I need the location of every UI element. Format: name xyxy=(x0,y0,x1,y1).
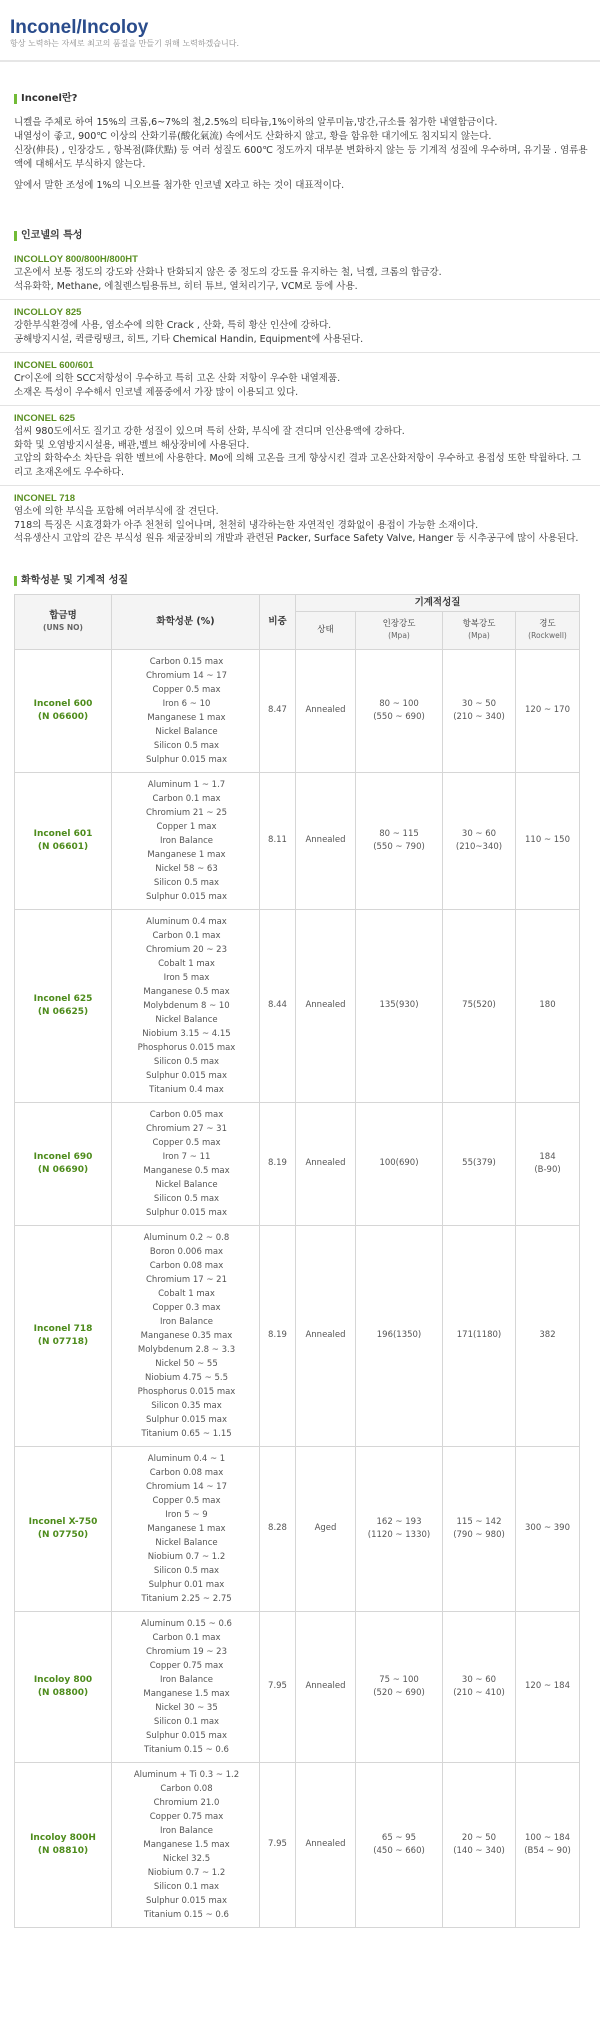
composition-line: Carbon 0.15 max xyxy=(149,656,224,667)
composition-cell xyxy=(112,772,260,909)
hardness-cell xyxy=(516,649,580,772)
density-cell xyxy=(260,1446,296,1611)
yield-cell-secondary: (790 ~ 980) xyxy=(453,1529,505,1540)
density-cell xyxy=(260,909,296,1102)
header-yield-label: 항복강도 xyxy=(462,619,496,630)
condition-cell xyxy=(296,1102,356,1225)
header-density: 비중 xyxy=(260,594,296,649)
yield-cell xyxy=(443,772,516,909)
composition-line: Sulphur 0.015 max xyxy=(145,1207,228,1218)
tensile-cell xyxy=(356,772,443,909)
composition-line: Chromium 19 ~ 23 xyxy=(146,1646,227,1657)
composition-line: Copper 0.75 max xyxy=(149,1660,224,1671)
density-cell-value: 8.47 xyxy=(268,705,287,715)
composition-line: Manganese 0.35 max xyxy=(140,1330,233,1341)
composition-line: Titanium 0.65 ~ 1.15 xyxy=(141,1428,232,1439)
alloy-name: Incoloy 800H xyxy=(30,1832,96,1843)
composition-line: Manganese 1 max xyxy=(147,712,226,723)
composition-line: Aluminum 0.4 ~ 1 xyxy=(147,1453,226,1464)
composition-line: Niobium 0.7 ~ 1.2 xyxy=(147,1867,226,1878)
composition-cell xyxy=(112,909,260,1102)
yield-cell-value: 75(520) xyxy=(462,1000,496,1010)
alloy-name-cell xyxy=(15,1762,112,1927)
density-cell-value: 8.11 xyxy=(268,835,287,845)
composition-line: Carbon 0.1 max xyxy=(152,793,221,804)
tensile-cell xyxy=(356,909,443,1102)
composition-line: Phosphorus 0.015 max xyxy=(137,1042,236,1053)
density-cell xyxy=(260,772,296,909)
composition-line: Titanium 0.15 ~ 0.6 xyxy=(144,1744,229,1755)
hardness-cell xyxy=(516,772,580,909)
composition-line: Sulphur 0.015 max xyxy=(145,1070,228,1081)
yield-cell xyxy=(443,649,516,772)
tensile-cell xyxy=(356,649,443,772)
tensile-cell-value: 80 ~ 115 xyxy=(379,828,419,839)
composition-line: Iron 7 ~ 11 xyxy=(162,1151,211,1162)
header-composition: 화학성분 (%) xyxy=(112,594,260,649)
density-cell xyxy=(260,1611,296,1762)
feature-item xyxy=(0,486,600,552)
table-row xyxy=(15,772,580,909)
yield-cell-secondary: (210 ~ 410) xyxy=(453,1687,505,1698)
alloy-name-cell xyxy=(15,1225,112,1446)
composition-line: Manganese 1 max xyxy=(147,1523,226,1534)
density-cell xyxy=(260,649,296,772)
alloy-uns: (N 07718) xyxy=(37,1336,89,1347)
composition-line: Chromium 20 ~ 23 xyxy=(146,944,227,955)
alloy-name: Inconel 625 xyxy=(33,993,93,1004)
composition-line: Nickel 32.5 xyxy=(162,1853,211,1864)
feature-item xyxy=(0,353,600,406)
condition-cell-value: Aged xyxy=(314,1523,337,1533)
hardness-cell xyxy=(516,1611,580,1762)
composition-line: Iron 5 ~ 9 xyxy=(165,1509,208,1520)
alloy-uns: (N 06690) xyxy=(37,1164,89,1175)
hardness-cell-value: 100 ~ 184 xyxy=(525,1832,570,1843)
composition-line: Niobium 3.15 ~ 4.15 xyxy=(142,1028,231,1039)
composition-line: Copper 0.5 max xyxy=(152,1137,221,1148)
spec-table-body xyxy=(15,649,580,1927)
composition-line: Molybdenum 8 ~ 10 xyxy=(143,1000,230,1011)
composition-cell xyxy=(112,1762,260,1927)
composition-line: Cobalt 1 max xyxy=(158,958,215,969)
yield-cell xyxy=(443,1225,516,1446)
tensile-cell-value: 65 ~ 95 xyxy=(381,1832,417,1843)
composition-line: Boron 0.006 max xyxy=(149,1246,224,1257)
alloy-uns: (N 06601) xyxy=(37,841,89,852)
composition-cell xyxy=(112,1225,260,1446)
table-row xyxy=(15,1762,580,1927)
header-mechanical: 기계적성질 xyxy=(296,594,580,611)
composition-line: Copper 0.3 max xyxy=(152,1302,221,1313)
spec-table-heading: 화학성분 및 기계적 성질 xyxy=(0,574,600,588)
table-row xyxy=(15,649,580,772)
tensile-cell-value: 162 ~ 193 xyxy=(376,1516,422,1527)
header-hardness xyxy=(516,611,580,649)
condition-cell-value: Annealed xyxy=(305,1000,346,1010)
page-title: Inconel/Incoloy xyxy=(10,17,149,38)
condition-cell xyxy=(296,909,356,1102)
yield-cell-value: 30 ~ 60 xyxy=(461,828,497,839)
tensile-cell xyxy=(356,1102,443,1225)
feature-line: 석유화학, Methane, 에칠렌스팀용튜브, 히터 튜브, 열처리기구, VCM로 등에 사용. xyxy=(14,280,358,292)
composition-line: Chromium 14 ~ 17 xyxy=(146,670,227,681)
spec-table xyxy=(14,594,580,1928)
composition-line: Nickel Balance xyxy=(155,726,218,737)
density-cell xyxy=(260,1102,296,1225)
composition-line: Chromium 17 ~ 21 xyxy=(146,1274,227,1285)
table-row xyxy=(15,1611,580,1762)
header-condition: 상태 xyxy=(296,611,356,649)
hardness-cell xyxy=(516,1762,580,1927)
composition-line: Carbon 0.08 max xyxy=(149,1467,224,1478)
intro-heading: Inconel란? xyxy=(0,92,600,106)
composition-line: Nickel Balance xyxy=(155,1537,218,1548)
tensile-cell-secondary: (1120 ~ 1330) xyxy=(367,1529,431,1540)
table-row xyxy=(15,909,580,1102)
composition-line: Iron Balance xyxy=(159,835,213,846)
intro-paragraph: 앞에서 말한 조성에 1%의 니오브를 첨가한 인코넬 X라고 하는 것이 대표적이다. xyxy=(14,180,345,191)
yield-cell xyxy=(443,1611,516,1762)
header-grade-label: 합금명 xyxy=(49,610,77,622)
intro-section xyxy=(0,92,600,193)
hardness-cell xyxy=(516,1102,580,1225)
condition-cell xyxy=(296,772,356,909)
condition-cell-value: Annealed xyxy=(305,1158,346,1168)
composition-line: Manganese 0.5 max xyxy=(143,986,230,997)
header-grade xyxy=(15,594,112,649)
composition-line: Nickel 30 ~ 35 xyxy=(155,1702,218,1713)
yield-cell xyxy=(443,1762,516,1927)
tensile-cell-secondary: (520 ~ 690) xyxy=(373,1687,425,1698)
composition-line: Nickel Balance xyxy=(155,1179,218,1190)
alloy-uns: (N 08800) xyxy=(37,1687,89,1698)
composition-line: Manganese 1.5 max xyxy=(143,1688,230,1699)
feature-title: INCONEL 600/601 xyxy=(14,360,94,371)
hardness-cell-value: 120 ~ 184 xyxy=(525,1681,570,1691)
header-divider xyxy=(0,60,600,62)
composition-line: Sulphur 0.015 max xyxy=(145,754,228,765)
alloy-name: Inconel 690 xyxy=(33,1151,93,1162)
density-cell-value: 8.19 xyxy=(268,1158,287,1168)
alloy-name: Inconel 601 xyxy=(33,828,93,839)
composition-line: Nickel 58 ~ 63 xyxy=(155,863,218,874)
hardness-cell-value: 120 ~ 170 xyxy=(525,705,570,715)
feature-title: INCOLLOY 825 xyxy=(14,307,82,318)
density-cell-value: 8.44 xyxy=(268,1000,287,1010)
composition-line: Titanium 0.4 max xyxy=(149,1084,224,1095)
feature-line: Cr이온에 의한 SCC저항성이 우수하고 특히 고온 산화 저항이 우수한 내열제품. xyxy=(14,373,341,384)
yield-cell-value: 171(1180) xyxy=(456,1330,502,1340)
composition-line: Niobium 4.75 ~ 5.5 xyxy=(144,1372,229,1383)
hardness-cell-secondary: (B-90) xyxy=(534,1164,561,1175)
feature-line: 고온에서 보통 정도의 강도와 산화나 탄화되지 않은 중 정도의 강도를 유지하는 철, 닉켈, 크롬의 합금강. xyxy=(14,267,442,278)
feature-line: 화학 및 오염방지시설용, 배관,벨브 해상장비에 사용된다. xyxy=(14,439,250,451)
page-header xyxy=(0,0,600,62)
hardness-cell xyxy=(516,909,580,1102)
alloy-name-cell xyxy=(15,772,112,909)
tensile-cell-secondary: (550 ~ 790) xyxy=(373,841,425,852)
composition-line: Silicon 0.5 max xyxy=(153,1565,220,1576)
header-yield xyxy=(443,611,516,649)
composition-line: Nickel 50 ~ 55 xyxy=(155,1358,218,1369)
composition-line: Silicon 0.1 max xyxy=(153,1716,220,1727)
hardness-cell-secondary: (B54 ~ 90) xyxy=(524,1845,571,1856)
density-cell-value: 8.19 xyxy=(268,1330,287,1340)
feature-line: 염소에 의한 부식을 포함해 여러부식에 잘 견딘다. xyxy=(14,506,219,517)
composition-line: Iron Balance xyxy=(159,1316,213,1327)
table-row xyxy=(15,1446,580,1611)
yield-cell-value: 20 ~ 50 xyxy=(461,1832,497,1843)
alloy-name: Inconel 600 xyxy=(33,698,93,709)
composition-line: Cobalt 1 max xyxy=(158,1288,215,1299)
feature-line: 718의 특징은 시효경화가 아주 천천히 일어나며, 천천히 냉각하는한 자연적인 경화없이 용접이 가능한 소재이다. xyxy=(14,519,479,531)
composition-line: Silicon 0.35 max xyxy=(151,1400,222,1411)
alloy-name: Inconel X-750 xyxy=(28,1516,98,1527)
feature-item xyxy=(0,247,600,300)
condition-cell-value: Annealed xyxy=(305,705,346,715)
table-row xyxy=(15,1225,580,1446)
hardness-cell-value: 184 xyxy=(539,1151,556,1162)
composition-line: Iron Balance xyxy=(159,1825,213,1836)
density-cell-value: 8.28 xyxy=(268,1523,287,1533)
composition-line: Nickel Balance xyxy=(155,1014,218,1025)
composition-line: Sulphur 0.01 max xyxy=(148,1579,225,1590)
intro-paragraph: 니켈을 주체로 하여 15%의 크롬,6~7%의 철,2.5%의 티타늄,1%이하의 알루미늄,망간,규소를 첨가한 내열합금이다. xyxy=(14,117,498,128)
composition-line: Sulphur 0.015 max xyxy=(145,1730,228,1741)
composition-line: Carbon 0.1 max xyxy=(152,930,221,941)
composition-cell xyxy=(112,649,260,772)
feature-line: 소재온 특성이 우수해서 인코넬 제품중에서 가장 많이 이용되고 있다. xyxy=(14,386,299,398)
condition-cell-value: Annealed xyxy=(305,1330,346,1340)
density-cell-value: 7.95 xyxy=(268,1681,287,1691)
alloy-name: Inconel 718 xyxy=(33,1323,93,1334)
composition-line: Carbon 0.05 max xyxy=(149,1109,224,1120)
composition-line: Silicon 0.5 max xyxy=(153,740,220,751)
header-tensile-unit: (Mpa) xyxy=(388,630,410,640)
intro-paragraph xyxy=(14,172,588,179)
tensile-cell-value: 75 ~ 100 xyxy=(379,1674,419,1685)
composition-line: Sulphur 0.015 max xyxy=(145,1414,228,1425)
yield-cell-value: 30 ~ 50 xyxy=(461,698,497,709)
condition-cell xyxy=(296,1762,356,1927)
feature-line: 공해방지시설, 퀵클링탱크, 히트, 기타 Chemical Handin, Equipment에 사용된다. xyxy=(14,333,364,345)
intro-paragraph: 신장(伸長) , 인장강도 , 항복점(降伏點) 등 여러 성질도 600℃ 정도까지 대부분 변화하지 않는 등 기계적 성질에 우수하며, 유기물 . 염류용액에 대해서도 부식하지 않는다. xyxy=(14,145,588,170)
features-section xyxy=(0,229,600,552)
feature-item xyxy=(0,300,600,353)
tensile-cell xyxy=(356,1446,443,1611)
alloy-name-cell xyxy=(15,1611,112,1762)
tensile-cell-secondary: (550 ~ 690) xyxy=(373,711,425,722)
hardness-cell-value: 180 xyxy=(539,1000,556,1010)
alloy-uns: (N 07750) xyxy=(37,1529,89,1540)
tensile-cell-value: 80 ~ 100 xyxy=(379,698,419,709)
composition-line: Copper 1 max xyxy=(156,821,217,832)
alloy-uns: (N 06625) xyxy=(37,1006,89,1017)
hardness-cell xyxy=(516,1446,580,1611)
header-yield-unit: (Mpa) xyxy=(468,630,490,640)
composition-line: Iron Balance xyxy=(159,1674,213,1685)
alloy-uns: (N 08810) xyxy=(37,1845,89,1856)
feature-line: 석유생산시 고압의 같은 부식성 원유 채굴장비의 개발과 관련된 Packer, Surface Safety Valve, Hanger 등 시추공구에 많이 사용된다. xyxy=(14,533,579,544)
header-tensile-label: 인장강도 xyxy=(382,619,416,630)
alloy-uns: (N 06600) xyxy=(37,711,89,722)
alloy-name-cell xyxy=(15,1102,112,1225)
table-row xyxy=(15,1102,580,1225)
composition-line: Chromium 27 ~ 31 xyxy=(146,1123,227,1134)
composition-cell xyxy=(112,1446,260,1611)
composition-line: Silicon 0.5 max xyxy=(153,1193,220,1204)
feature-line: 고압의 화학수소 차단을 위한 벨브에 사용한다. Mo에 의해 고온을 크게 향상시킨 결과 고온산화저항이 우수하고 용접성 또한 탁월하다. 그리고 초재온에도 우수하다. xyxy=(14,453,581,478)
composition-line: Aluminum 0.2 ~ 0.8 xyxy=(143,1232,230,1243)
composition-line: Sulphur 0.015 max xyxy=(145,1895,228,1906)
composition-cell xyxy=(112,1611,260,1762)
features-list xyxy=(0,247,600,552)
header-hardness-unit: (Rockwell) xyxy=(528,630,567,640)
page-subtitle: 항상 노력하는 자세로 최고의 품질을 만들기 위해 노력하겠습니다. xyxy=(10,39,239,48)
composition-line: Silicon 0.1 max xyxy=(153,1881,220,1892)
tensile-cell xyxy=(356,1611,443,1762)
composition-line: Manganese 1 max xyxy=(147,849,226,860)
alloy-name-cell xyxy=(15,909,112,1102)
composition-line: Silicon 0.5 max xyxy=(153,877,220,888)
condition-cell-value: Annealed xyxy=(305,835,346,845)
intro-paragraph: 내열성이 좋고, 900℃ 이상의 산화기류(酸化氣流) 속에서도 산화하지 않고, 황을 함유한 대기에도 침지되지 않는다. xyxy=(14,131,492,142)
yield-cell xyxy=(443,1102,516,1225)
condition-cell-value: Annealed xyxy=(305,1681,346,1691)
composition-line: Aluminum + Ti 0.3 ~ 1.2 xyxy=(133,1769,240,1780)
tensile-cell-value: 135(930) xyxy=(379,1000,419,1010)
feature-item xyxy=(0,406,600,486)
condition-cell xyxy=(296,649,356,772)
condition-cell-value: Annealed xyxy=(305,1839,346,1849)
composition-line: Titanium 0.15 ~ 0.6 xyxy=(144,1909,229,1920)
composition-line: Chromium 21 ~ 25 xyxy=(146,807,227,818)
composition-line: Phosphorus 0.015 max xyxy=(137,1386,236,1397)
hardness-cell xyxy=(516,1225,580,1446)
header-tensile xyxy=(356,611,443,649)
condition-cell xyxy=(296,1225,356,1446)
composition-line: Aluminum 1 ~ 1.7 xyxy=(147,779,226,790)
composition-line: Molybdenum 2.8 ~ 3.3 xyxy=(137,1344,236,1355)
hardness-cell-value: 382 xyxy=(539,1330,556,1340)
tensile-cell xyxy=(356,1762,443,1927)
density-cell xyxy=(260,1225,296,1446)
hardness-cell-value: 300 ~ 390 xyxy=(525,1523,570,1533)
composition-line: Carbon 0.08 xyxy=(160,1783,213,1794)
yield-cell-secondary: (210~340) xyxy=(455,841,503,852)
composition-line: Chromium 14 ~ 17 xyxy=(146,1481,227,1492)
header-grade-sub: (UNS NO) xyxy=(43,622,83,632)
condition-cell xyxy=(296,1446,356,1611)
composition-line: Copper 0.5 max xyxy=(152,684,221,695)
yield-cell-value: 30 ~ 60 xyxy=(461,1674,497,1685)
composition-line: Iron 6 ~ 10 xyxy=(162,698,211,709)
feature-line: 강한부식환경에 사용, 염소수에 의한 Crack , 산화, 특히 황산 인산에 강하다. xyxy=(14,320,332,331)
tensile-cell xyxy=(356,1225,443,1446)
composition-line: Aluminum 0.4 max xyxy=(146,916,227,927)
yield-cell-secondary: (210 ~ 340) xyxy=(453,711,505,722)
feature-line: 섭씨 980도에서도 질기고 강한 성질이 있으며 특히 산화, 부식에 잘 견디며 인산용액에 강하다. xyxy=(14,426,405,437)
composition-line: Carbon 0.08 max xyxy=(149,1260,224,1271)
alloy-name: Incoloy 800 xyxy=(33,1674,93,1685)
density-cell xyxy=(260,1762,296,1927)
composition-cell xyxy=(112,1102,260,1225)
composition-line: Aluminum 0.15 ~ 0.6 xyxy=(141,1618,232,1629)
feature-title: INCONEL 625 xyxy=(14,413,76,424)
condition-cell xyxy=(296,1611,356,1762)
features-heading: 인코넬의 특성 xyxy=(0,229,600,243)
intro-body xyxy=(0,116,600,193)
yield-cell-value: 115 ~ 142 xyxy=(456,1516,502,1527)
yield-cell-value: 55(379) xyxy=(462,1158,496,1168)
composition-line: Titanium 2.25 ~ 2.75 xyxy=(141,1593,232,1604)
hardness-cell-value: 110 ~ 150 xyxy=(525,835,570,845)
composition-line: Manganese 1.5 max xyxy=(143,1839,230,1850)
composition-line: Carbon 0.1 max xyxy=(152,1632,221,1643)
table-header-row xyxy=(15,594,580,611)
yield-cell xyxy=(443,909,516,1102)
yield-cell xyxy=(443,1446,516,1611)
composition-line: Copper 0.5 max xyxy=(152,1495,221,1506)
yield-cell-secondary: (140 ~ 340) xyxy=(453,1845,505,1856)
composition-line: Iron 5 max xyxy=(163,972,210,983)
density-cell-value: 7.95 xyxy=(268,1839,287,1849)
composition-line: Sulphur 0.015 max xyxy=(145,891,228,902)
tensile-cell-value: 196(1350) xyxy=(376,1330,422,1340)
composition-line: Niobium 0.7 ~ 1.2 xyxy=(147,1551,226,1562)
feature-title: INCOLLOY 800/800H/800HT xyxy=(14,254,138,265)
composition-line: Copper 0.75 max xyxy=(149,1811,224,1822)
alloy-name-cell xyxy=(15,1446,112,1611)
composition-line: Silicon 0.5 max xyxy=(153,1056,220,1067)
header-hardness-label: 경도 xyxy=(539,619,556,630)
spec-table-section xyxy=(0,574,600,1928)
tensile-cell-secondary: (450 ~ 660) xyxy=(373,1845,425,1856)
tensile-cell-value: 100(690) xyxy=(379,1158,419,1168)
composition-line: Chromium 21.0 xyxy=(153,1797,220,1808)
feature-title: INCONEL 718 xyxy=(14,493,76,504)
alloy-name-cell xyxy=(15,649,112,772)
composition-line: Manganese 0.5 max xyxy=(143,1165,230,1176)
